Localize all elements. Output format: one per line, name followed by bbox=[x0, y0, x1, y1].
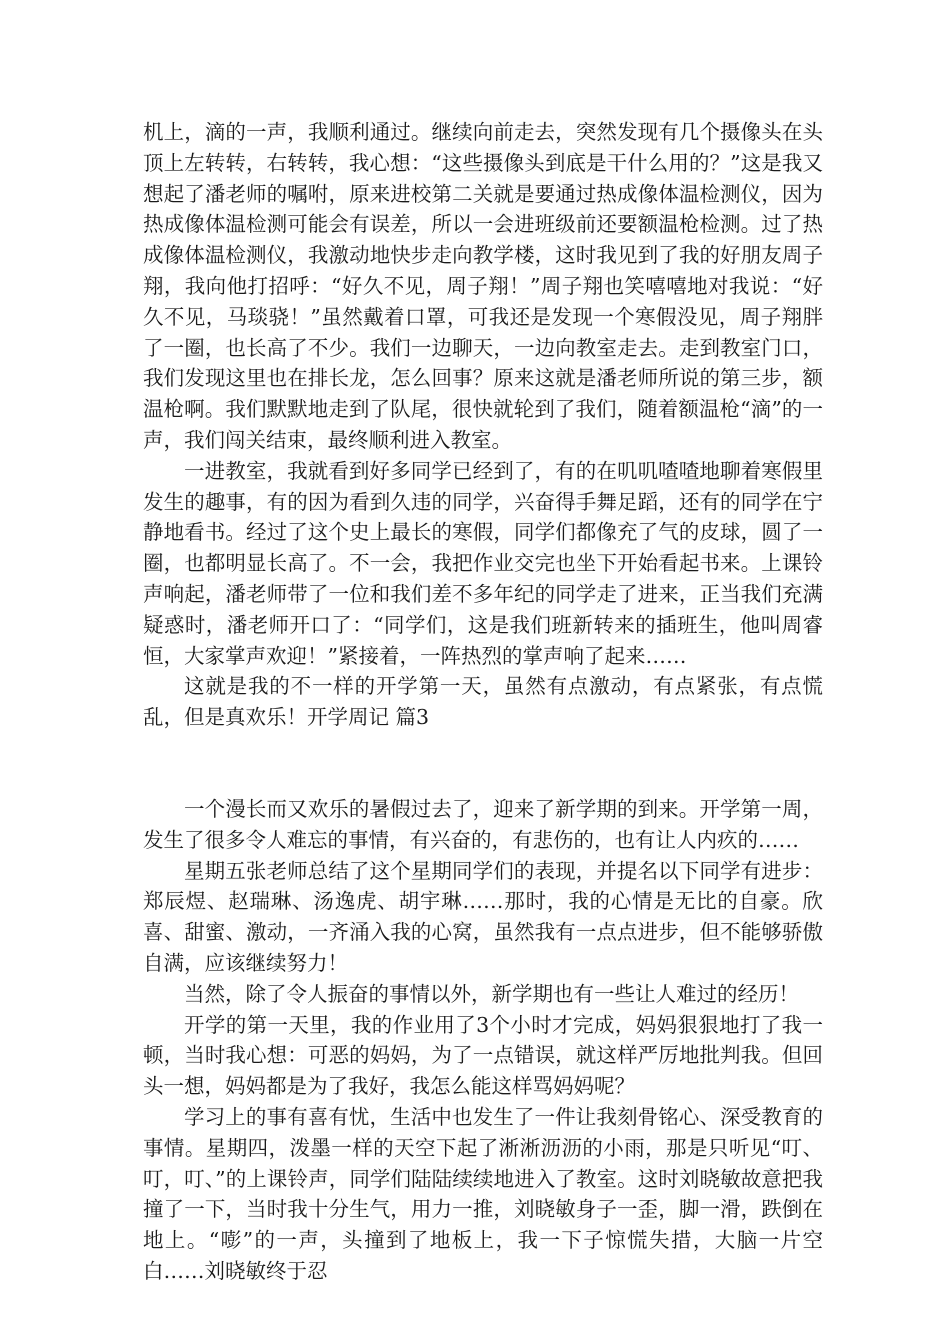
paragraph: 星期五张老师总结了这个星期同学们的表现，并提名以下同学有进步：郑辰煜、赵瑞琳、汤逸虎、胡宇琳……那时，我的心情是无比的自豪。欣喜、甜蜜、激动，一齐涌入我的心窝，虽然我有一点点进步，但不能够骄傲自满，应该继续努力！ bbox=[143, 858, 823, 975]
paragraph: 开学的第一天里，我的作业用了3个小时才完成，妈妈狠狠地打了我一顿，当时我心想：可恶的妈妈，为了一点错误，就这样严厉地批判我。但回头一想，妈妈都是为了我好，我怎么能这样骂妈妈呢？ bbox=[143, 1012, 823, 1099]
paragraph: 当然，除了令人振奋的事情以外，新学期也有一些让人难过的经历！ bbox=[184, 981, 799, 1006]
section-spacer bbox=[143, 733, 823, 794]
document-body bbox=[143, 117, 823, 1287]
paragraph: 机上，滴的一声，我顺利通过。继续向前走去，突然发现有几个摄像头在头顶上左转转，右转转，我心想：“这些摄像头到底是干什么用的？”这是我又想起了潘老师的嘱咐，原来进校第二关就是要通过热成像体温检测仪，因为热成像体温检测可能会有误差，所以一会进班级前还要额温枪检测。过了热成像体温检测仪，我激动地快步走向教学楼，这时我见到了我的好朋友周子翔，我向他打招呼：“好久不见，周子翔！”周子翔也笑嘻嘻地对我说：“好久不见，马琰骁！”虽然戴着口罩，可我还是发现一个寒假没见，周子翔胖了一圈，也长高了不少。我们一边聊天，一边向教室走去。走到教室门口，我们发现这里也在排长龙，怎么回事？原来这就是潘老师所说的第三步，额温枪啊。我们默默地走到了队尾，很快就轮到了我们，随着额温枪“滴”的一声，我们闯关结束，最终顺利进入教室。 bbox=[143, 120, 823, 452]
paragraph: 学习上的事有喜有忧，生活中也发生了一件让我刻骨铭心、深受教育的事情。星期四，泼墨一样的天空下起了淅淅沥沥的小雨，那是只听见“叮、叮，叮、”的上课铃声，同学们陆陆续续地进入了教室。这时刘晓敏故意把我撞了一下，当时我十分生气，用力一推，刘晓敏身子一歪，脚一滑，跌倒在地上。“嘭”的一声，头撞到了地板上，我一下子惊慌失措，大脑一片空白……刘晓敏终于忍 bbox=[143, 1104, 823, 1283]
paragraph: 这就是我的不一样的开学第一天，虽然有点激动，有点紧张，有点慌乱，但是真欢乐！开学周记 篇3 bbox=[143, 674, 823, 730]
paragraph: 一个漫长而又欢乐的暑假过去了，迎来了新学期的到来。开学第一周，发生了很多令人难忘的事情，有兴奋的，有悲伤的，也有让人内疚的…… bbox=[143, 796, 823, 852]
paragraph: 一进教室，我就看到好多同学已经到了，有的在叽叽喳喳地聊着寒假里发生的趣事，有的因为看到久违的同学，兴奋得手舞足蹈，还有的同学在宁静地看书。经过了这个史上最长的寒假，同学们都像充了气的皮球，圆了一圈，也都明显长高了。不一会，我把作业交完也坐下开始看起书来。上课铃声响起，潘老师带了一位和我们差不多年纪的同学走了进来，正当我们充满疑惑时，潘老师开口了：“同学们，这是我们班新转来的插班生，他叫周睿恒，大家掌声欢迎！”紧接着，一阵热烈的掌声响了起来…… bbox=[143, 458, 823, 668]
